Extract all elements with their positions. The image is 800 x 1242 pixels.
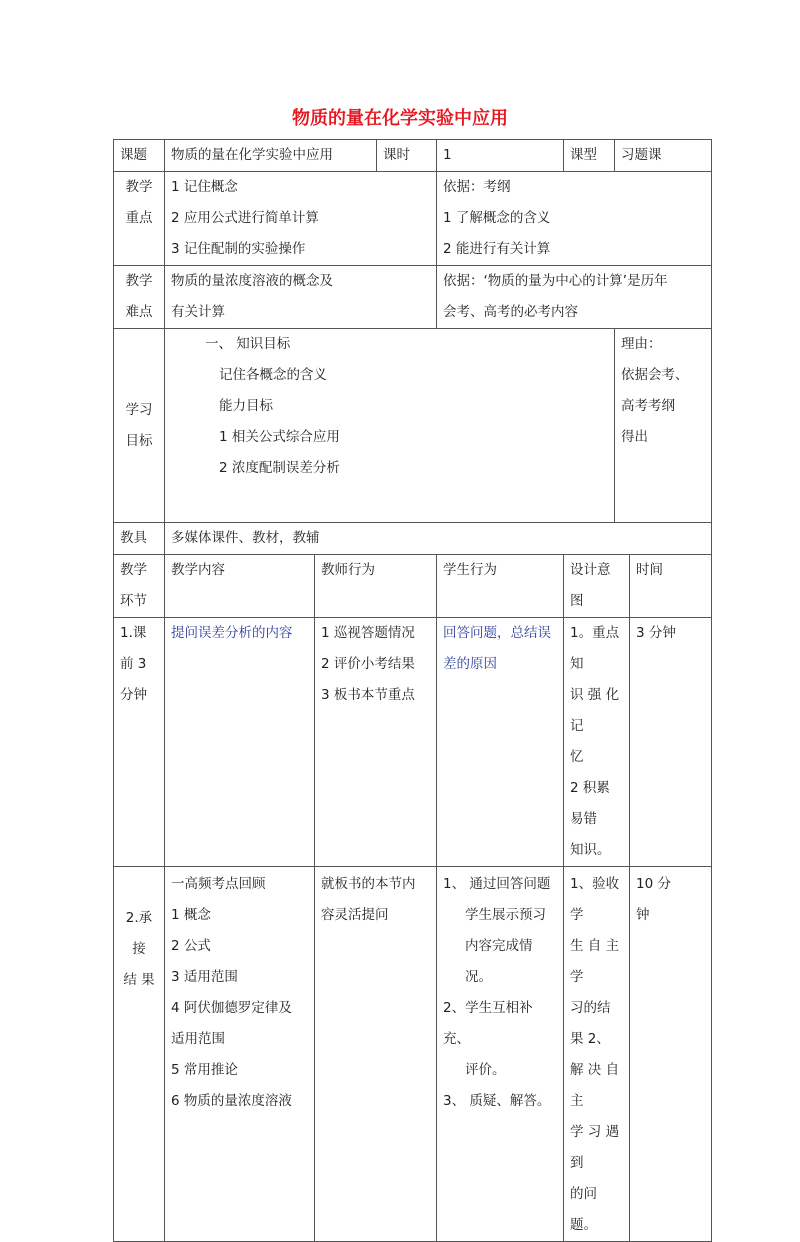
stage1-teacher: 1 巡视答题情况 2 评价小考结果 3 板书本节重点 (315, 618, 437, 867)
stage2-teacher: 就板书的本节内 容灵活提问 (315, 867, 437, 1242)
objectives-label: 学习 目标 (114, 329, 165, 523)
topic-label: 课题 (114, 140, 165, 172)
difficulties-content: 物质的量浓度溶液的概念及 有关计算 (165, 266, 437, 329)
column-header-row (114, 555, 712, 618)
type-value: 习题课 (615, 140, 712, 172)
col-teacher-header: 教师行为 (315, 555, 437, 618)
stage1-student: 回答问题，总结误 差的原因 (437, 618, 564, 867)
objectives-row (114, 329, 712, 523)
difficulties-basis: 依据：‘物质的量为中心的计算’是历年 会考、高考的必考内容 (437, 266, 712, 329)
tools-row (114, 523, 712, 555)
col-intent-header: 设计意图 (564, 555, 630, 618)
stage1-label: 1.课 前 3 分钟 (114, 618, 165, 867)
tools-label: 教具 (114, 523, 165, 555)
topic-value: 物质的量在化学实验中应用 (165, 140, 377, 172)
col-student-header: 学生行为 (437, 555, 564, 618)
stage2-time: 10 分 钟 (630, 867, 712, 1242)
col-time-header: 时间 (630, 555, 712, 618)
key-points-row (114, 172, 712, 266)
stage2-intent: 1、验收学 生 自 主 学 习的结果 2、 解 决 自 主 学 习 遇 到 的问题。 (564, 867, 630, 1242)
stage2-row (114, 867, 712, 1242)
objectives-content: 一、 知识目标 记住各概念的含义 能力目标 1 相关公式综合应用 2 浓度配制误差分析 (165, 329, 615, 523)
key-points-items: 1 记住概念 2 应用公式进行简单计算 3 记住配制的实验操作 (165, 172, 437, 266)
stage1-intent: 1。重点知 识 强 化 记 忆 2 积累易错 知识。 (564, 618, 630, 867)
page-title: 物质的量在化学实验中应用 (292, 108, 508, 129)
col-content-header: 教学内容 (165, 555, 315, 618)
type-label: 课型 (564, 140, 615, 172)
hours-label: 课时 (377, 140, 437, 172)
stage2-label: 2.承 接 结 果 (114, 867, 165, 1242)
hours-value: 1 (437, 140, 564, 172)
key-points-basis: 依据：考纲 1 了解概念的含义 2 能进行有关计算 (437, 172, 712, 266)
key-points-label: 教学 重点 (114, 172, 165, 266)
lesson-plan-table (113, 139, 712, 1242)
stage1-time: 3 分钟 (630, 618, 712, 867)
stage2-student: 1、 通过回答问题 学生展示预习 内容完成情况。 2、学生互相补充、 评价。 3、 质疑、解答。 (437, 867, 564, 1242)
stage2-content: 一高频考点回顾 1 概念 2 公式 3 适用范围 4 阿伏伽德罗定律及 适用范围 5 常用推论 6 物质的量浓度溶液 (165, 867, 315, 1242)
objectives-reason: 理由： 依据会考、 高考考纲 得出 (615, 329, 712, 523)
tools-value: 多媒体课件、教材，教辅 (165, 523, 712, 555)
stage1-content: 提问误差分析的内容 (165, 618, 315, 867)
difficulties-row (114, 266, 712, 329)
stage1-row (114, 618, 712, 867)
header-row (114, 140, 712, 172)
difficulties-label: 教学 难点 (114, 266, 165, 329)
col-stage-header: 教学 环节 (114, 555, 165, 618)
